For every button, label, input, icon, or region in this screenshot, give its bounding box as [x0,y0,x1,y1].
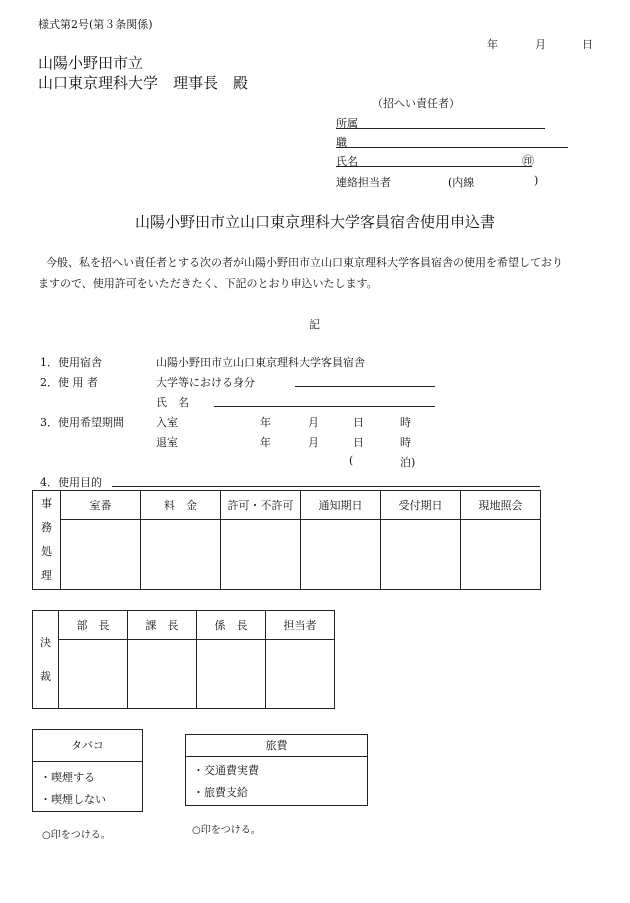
header-subsection-chief: 係 長 [197,611,266,640]
travel-note: ○印をつける。 [192,825,261,836]
purpose-line [112,486,540,487]
header-section-chief: 課 長 [128,611,197,640]
checkout-month: 月 [308,436,319,449]
item3-label: 3．使用希望期間 [40,416,124,429]
nights-label: 泊) [400,456,416,469]
subsection-chief-stamp-cell[interactable] [197,640,266,709]
user-name-line [214,406,435,407]
site-inquiry-cell[interactable] [461,520,541,590]
checkin-year: 年 [260,416,271,429]
section-chief-stamp-cell[interactable] [128,640,197,709]
item2-label: 2．使 用 者 [40,376,98,389]
extension-open: (内線 [448,176,475,189]
applicant-title: （招へい責任者） [372,97,460,110]
position-line [336,147,568,148]
approval-side-label: 決 裁 [33,611,59,709]
header-staff: 担当者 [266,611,335,640]
checkout-label: 退室 [156,436,178,449]
date-month-label: 月 [535,38,546,51]
nights-paren-open: ( [349,454,354,467]
director-stamp-cell[interactable] [59,640,128,709]
receipt-date-cell[interactable] [381,520,461,590]
travel-title: 旅費 [186,735,367,757]
seal-mark: ㊞ [522,154,535,168]
position-label: 職 [336,136,347,149]
name-line [336,166,532,167]
checkin-label: 入室 [156,416,178,429]
tobacco-option-smoke[interactable]: ・喫煙する [40,771,95,784]
extension-close: ) [534,174,539,187]
checkout-hour: 時 [400,436,411,449]
approval-table [32,610,335,709]
header-receipt-date: 受付期日 [381,491,461,520]
room-number-cell[interactable] [61,520,141,590]
body-line1: 今般、私を招へい責任者とする次の者が山陽小野田市立山口東京理科大学客員宿舎の使用を希望しており [46,256,563,269]
checkin-month: 月 [308,416,319,429]
staff-stamp-cell[interactable] [266,640,335,709]
header-director: 部 長 [59,611,128,640]
addressee-line1: 山陽小野田市立 [38,54,144,72]
office-side-label: 事 務 処 理 [33,491,61,590]
date-year-label: 年 [487,38,498,51]
contact-label: 連絡担当者 [336,176,391,189]
fee-cell[interactable] [141,520,221,590]
item2-name-label: 氏 名 [156,396,189,409]
permission-cell[interactable] [221,520,301,590]
tobacco-box [32,729,143,812]
travel-expense-box [185,734,368,806]
checkin-hour: 時 [400,416,411,429]
ki-label: 記 [309,318,320,331]
tobacco-title: タバコ [33,730,142,762]
item1-label: 1．使用宿舎 [40,356,102,369]
body-line2: ますので、使用許可をいただきたく、下記のとおり申込いたします。 [38,277,378,290]
header-permission: 許可・不許可 [221,491,301,520]
status-line [295,386,435,387]
travel-option-actual[interactable]: ・交通費実費 [193,764,259,777]
header-room-number: 室番 [61,491,141,520]
tobacco-note: ○印をつける。 [42,830,111,841]
name-label: 氏名 [336,155,358,168]
office-processing-table [32,490,541,590]
notice-date-cell[interactable] [301,520,381,590]
header-fee: 料 金 [141,491,221,520]
header-notice-date: 通知期日 [301,491,381,520]
affiliation-label: 所属 [336,117,358,130]
item4-label: 4．使用目的 [40,476,102,489]
document-title: 山陽小野田市立山口東京理科大学客員宿舎使用申込書 [134,213,495,231]
affiliation-line [336,128,545,129]
checkout-day: 日 [353,436,364,449]
checkin-day: 日 [353,416,364,429]
form-number: 様式第2号(第３条関係) [38,18,153,31]
checkout-year: 年 [260,436,271,449]
item2-status-label: 大学等における身分 [156,376,255,389]
header-site-inquiry: 現地照会 [461,491,541,520]
date-day-label: 日 [582,38,593,51]
travel-option-allowance[interactable]: ・旅費支給 [193,786,248,799]
tobacco-option-nonsmoke[interactable]: ・喫煙しない [40,793,106,806]
addressee-line2: 山口東京理科大学 理事長 殿 [38,74,249,92]
item1-value: 山陽小野田市立山口東京理科大学客員宿舎 [156,356,365,369]
